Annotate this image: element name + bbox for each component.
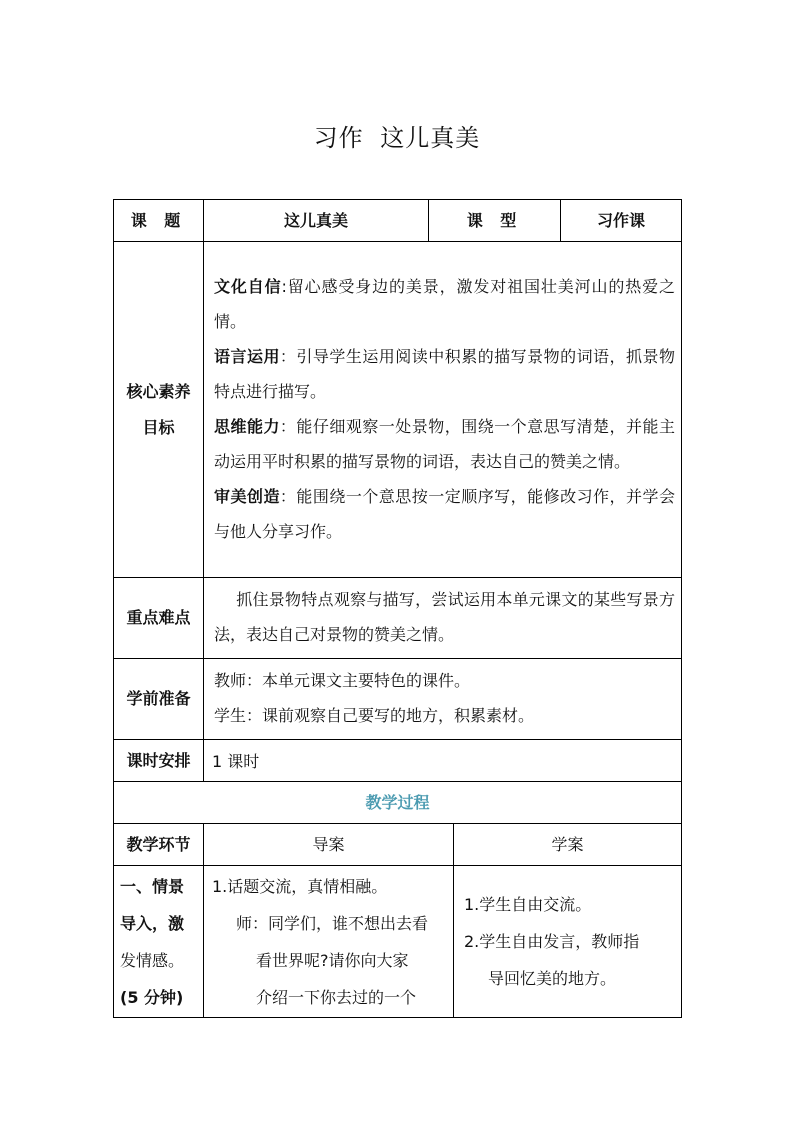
process-header-row: [114, 824, 682, 866]
preparation-student: 学生：课前观察自己要写的地方，积累素材。: [214, 706, 535, 725]
goal-sep: :: [281, 276, 287, 296]
stage-line: (5 分钟): [120, 988, 184, 1007]
goal-text: 引导学生运用阅读中积累的描写景物的词语，抓景物特点进行描写。: [214, 346, 675, 401]
goal-key: 文化自信: [214, 276, 282, 296]
col-guide-header: 导案: [204, 824, 454, 866]
key-points-label: 重点难点: [114, 578, 204, 659]
goal-key: 思维能力: [214, 416, 280, 436]
page-title: 习作 这儿真美: [313, 124, 481, 152]
guide-line: 介绍一下你去过的一个: [256, 988, 417, 1007]
topic-value: 这儿真美: [204, 200, 429, 242]
key-points-row: [114, 578, 682, 659]
stage-cell: [114, 866, 204, 1018]
type-value: 习作课: [561, 200, 682, 242]
guide-line: 看世界呢?请你向大家: [256, 951, 409, 970]
study-item: 导回忆美的地方。: [488, 969, 617, 988]
key-points-body: 抓住景物特点观察与描写，尝试运用本单元课文的某些写景方法，表达自己对景物的赞美之情。: [214, 590, 676, 644]
lesson-plan-table: [113, 199, 682, 1018]
goal-sep: ：: [279, 486, 297, 506]
goal-key: 审美创造: [214, 486, 280, 506]
study-item: 1.学生自由交流。: [464, 895, 592, 914]
schedule-label: 课时安排: [114, 740, 204, 782]
goal-text: 能仔细观察一处景物，围绕一个意思写清楚，并能主动运用平时积累的描写景物的词语，表达自己的赞美之情。: [214, 416, 675, 471]
study-cell: [454, 866, 682, 1018]
stage-line: 导入，激: [120, 914, 185, 933]
process-section-row: [114, 782, 682, 824]
goals-row: [114, 242, 682, 578]
schedule-row: [114, 740, 682, 782]
type-label: 课 型: [429, 200, 561, 242]
guide-cell: [204, 866, 454, 1018]
topic-label: 课 题: [114, 200, 204, 242]
col-study-header: 学案: [454, 824, 682, 866]
goal-text: 能围绕一个意思按一定顺序写，能修改习作，并学会与他人分享习作。: [214, 486, 675, 541]
preparation-teacher: 教师：本单元课文主要特色的课件。: [214, 671, 471, 690]
stage-line: 一、情景: [120, 877, 185, 896]
goal-item: [214, 269, 675, 339]
goal-item: [214, 339, 675, 409]
preparation-row: [114, 659, 682, 740]
study-item: 2.学生自由发言，教师指: [464, 932, 640, 951]
preparation-label: 学前准备: [114, 659, 204, 740]
guide-line: 师：同学们，谁不想出去看: [236, 914, 429, 933]
key-points-text: [204, 578, 682, 659]
goals-label-line2: 目标: [142, 417, 175, 437]
goal-text: 留心感受身边的美景，激发对祖国壮美河山的热爱之情。: [214, 276, 675, 331]
col-stage-header: 教学环节: [114, 824, 204, 866]
goal-sep: ：: [279, 346, 297, 366]
stage-line: 发情感。: [120, 951, 185, 970]
goal-key: 语言运用: [214, 346, 280, 366]
goals-label: [114, 242, 204, 578]
header-row: [114, 200, 682, 242]
process-section-title: 教学过程: [114, 782, 682, 824]
goal-item: [214, 479, 675, 549]
goal-item: [214, 409, 675, 479]
guide-item: 1.话题交流，真情相融。: [212, 877, 388, 896]
goals-content: [204, 242, 682, 578]
goals-label-line1: 核心素养: [126, 381, 191, 401]
process-row: [114, 866, 682, 1018]
schedule-value: 1 课时: [204, 740, 682, 782]
preparation-content: [204, 659, 682, 740]
goal-sep: ：: [279, 416, 297, 436]
